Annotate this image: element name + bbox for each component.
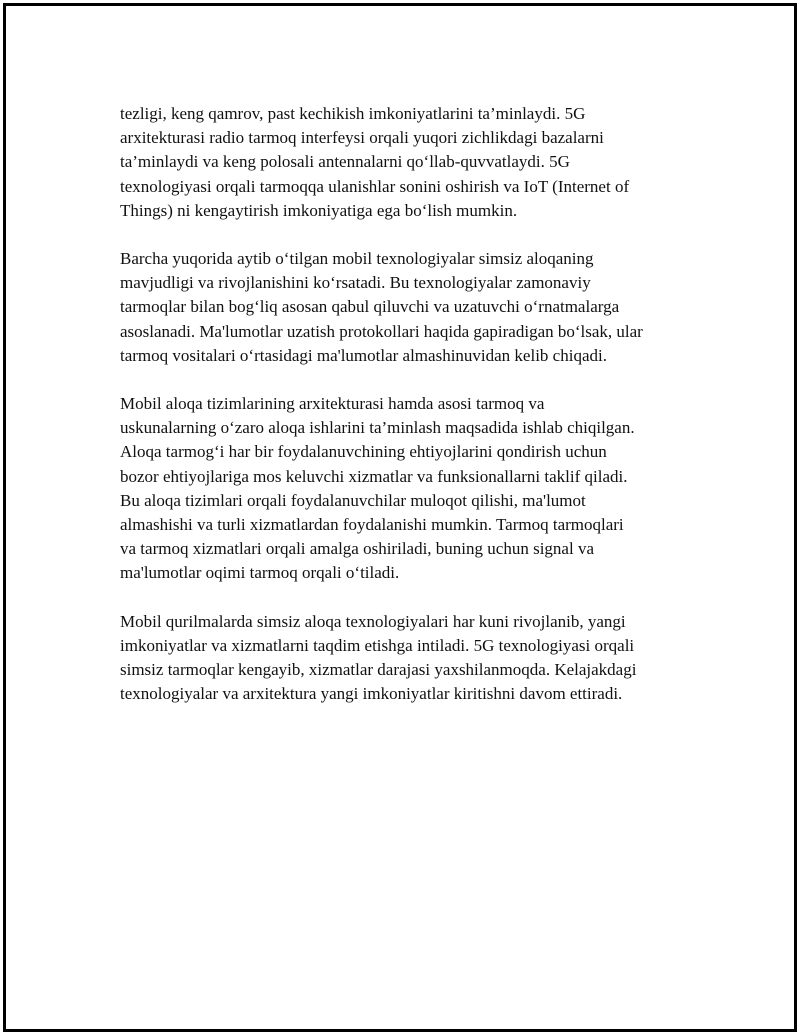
paragraph-1: [120, 102, 700, 223]
text-line: va tarmoq xizmatlari orqali amalga oshiriladi, buning uchun signal va: [120, 539, 594, 559]
text-line: Bu aloqa tizimlari orqali foydalanuvchilar muloqot qilishi, ma'lumot: [120, 490, 586, 510]
text-line: bozor ehtiyojlariga mos keluvchi xizmatlar va funksionallarni taklif qiladi.: [120, 466, 628, 486]
text-line: ta’minlaydi va keng polosali antennalarni qo‘llab-quvvatlaydi. 5G: [120, 152, 570, 172]
text-line: Mobil aloqa tizimlarining arxitekturasi hamda asosi tarmoq va: [120, 394, 545, 414]
text-line: Things) ni kengaytirish imkoniyatiga ega bo‘lish mumkin.: [120, 200, 518, 220]
text-line: tarmoqlar bilan bog‘liq asosan qabul qiluvchi va uzatuvchi o‘rnatmalarga: [120, 297, 620, 317]
text-line: simsiz tarmoqlar kengayib, xizmatlar darajasi yaxshilanmoqda. Kelajakdagi: [120, 660, 637, 680]
text-line: tezligi, keng qamrov, past kechikish imkoniyatlarini ta’minlaydi. 5G: [120, 104, 586, 123]
text-line: Aloqa tarmog‘i har bir foydalanuvchining ehtiyojlarini qondirish uchun: [120, 442, 607, 462]
text-line: mavjudligi va rivojlanishini ko‘rsatadi. Bu texnologiyalar zamonaviy: [120, 273, 591, 293]
document-body: [120, 102, 700, 730]
text-line: uskunalarning o‘zaro aloqa ishlarini ta’minlash maqsadida ishlab chiqilgan.: [120, 418, 635, 438]
text-line: Mobil qurilmalarda simsiz aloqa texnologiyalari har kuni rivojlanib, yangi: [120, 611, 626, 631]
text-line: tarmoq vositalari o‘rtasidagi ma'lumotlar almashinuvidan kelib chiqadi.: [120, 345, 607, 365]
text-line: texnologiyasi orqali tarmoqqa ulanishlar sonini oshirish va IoT (Internet of: [120, 176, 630, 196]
text-line: almashishi va turli xizmatlardan foydalanishi mumkin. Tarmoq tarmoqlari: [120, 515, 624, 535]
text-line: asoslanadi. Ma'lumotlar uzatish protokollari haqida gapiradigan bo‘lsak, ular: [120, 321, 643, 341]
paragraph-4: [120, 610, 700, 707]
paragraph-2: [120, 247, 700, 368]
text-line: ma'lumotlar oqimi tarmoq orqali o‘tiladi.: [120, 563, 400, 583]
text-line: arxitekturasi radio tarmoq interfeysi orqali yuqori zichlikdagi bazalarni: [120, 128, 604, 148]
paragraph-3: [120, 392, 700, 586]
text-line: Barcha yuqorida aytib o‘tilgan mobil texnologiyalar simsiz aloqaning: [120, 249, 594, 269]
page-frame: [3, 3, 797, 1032]
text-line: texnologiyalar va arxitektura yangi imkoniyatlar kiritishni davom ettiradi.: [120, 684, 623, 704]
text-line: imkoniyatlar va xizmatlarni taqdim etishga intiladi. 5G texnologiyasi orqali: [120, 635, 635, 655]
